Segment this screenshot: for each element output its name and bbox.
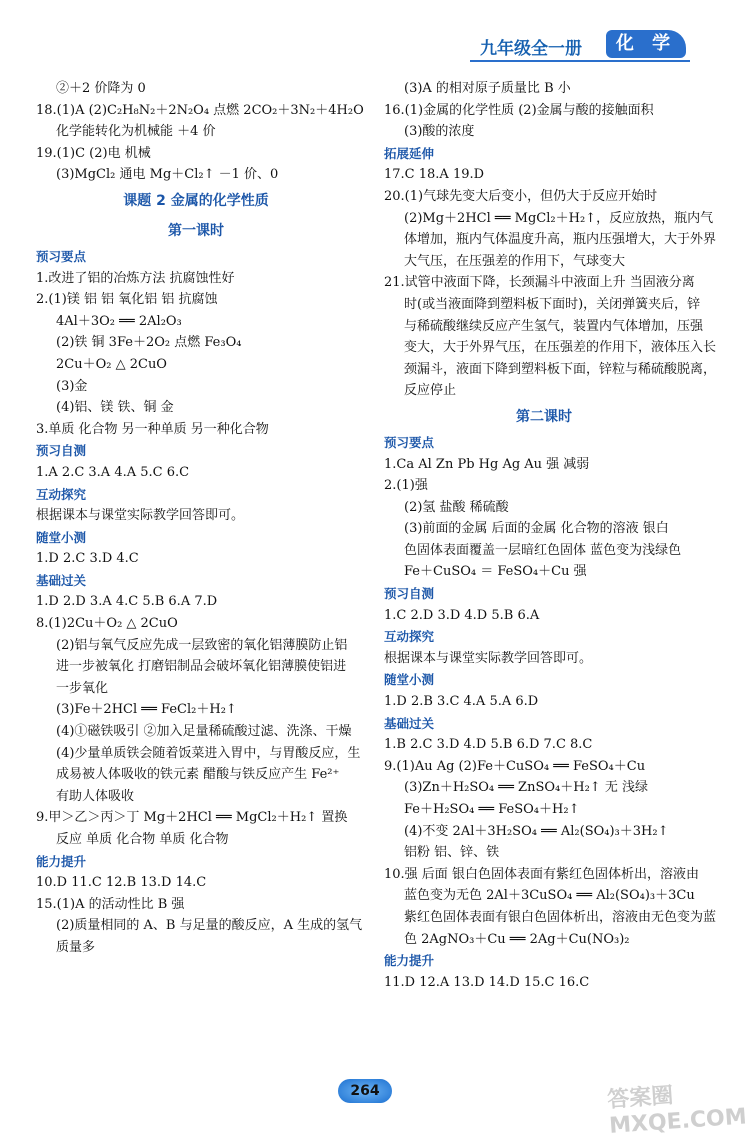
answer-line: 一步氧化 [56,680,109,696]
lesson-title: 第二课时 [516,408,572,425]
section-heading: 预习要点 [384,434,435,450]
answer-line: (3)前面的金属 后面的金属 化合物的溶液 银白 [404,521,669,537]
answer-line: 体增加，瓶内气体温度升高，瓶内压强增大，大于外界 [404,232,717,248]
answer-line: (4)不变 2Al＋3H₂SO₄ ══ Al₂(SO₄)₃＋3H₂↑ [404,823,669,839]
answer-line: 16.(1)金属的化学性质 (2)金属与酸的接触面积 [384,102,654,118]
answer-line: 蓝色变为无色 2Al＋3CuSO₄ ══ Al₂(SO₄)₃＋3Cu [404,888,695,904]
section-heading: 预习自测 [384,586,435,602]
answer-line: 2Cu＋O₂ △ 2CuO [56,356,167,372]
subject-badge: 化 学 [606,30,686,58]
answer-line: (2)铁 铜 3Fe＋2O₂ 点燃 Fe₃O₄ [56,335,242,351]
lesson-title: 第一课时 [168,222,224,239]
answer-line: 21.试管中液面下降，长颈漏斗中液面上升 当固液分离 [384,275,695,291]
answer-line: 质量多 [56,939,96,955]
answer-line: 铝粉 铝、锌、铁 [404,845,500,861]
answer-line: 10.强 后面 银白色固体表面有紫红色固体析出，溶液由 [384,866,699,882]
answer-line: Fe＋CuSO₄ ＝ FeSO₄＋Cu 强 [404,564,587,580]
header-divider [470,60,690,62]
answer-line: 10.D 11.C 12.B 13.D 14.C [36,875,207,891]
answer-line: 17.C 18.A 19.D [384,167,485,183]
answer-line: 1.改进了铝的冶炼方法 抗腐蚀性好 [36,270,235,286]
section-heading: 随堂小测 [384,672,435,688]
answer-line: (4)少量单质铁会随着饭菜进入胃中，与胃酸反应，生 [56,745,361,761]
section-heading: 互动探究 [384,629,435,645]
answer-line: 变大，大于外界气压，在压强差的作用下，液体压入长 [404,340,717,356]
answer-line: 2.(1)镁 铝 铝 氧化铝 铝 抗腐蚀 [36,292,218,308]
page-number: 264 [338,1079,392,1103]
right-column [384,78,717,993]
section-heading: 预习要点 [36,248,87,264]
section-heading: 能力提升 [384,953,435,969]
answer-line: 4Al＋3O₂ ══ 2Al₂O₃ [56,313,182,329]
answer-line: (3)酸的浓度 [404,124,475,140]
answer-line: (2)铝与氧气反应先成一层致密的氧化铝薄膜防止铝 [56,637,348,653]
section-heading: 互动探究 [36,486,87,502]
section-heading: 基础过关 [384,715,435,731]
answer-line: 时(或当液面降到塑料板下面时)，关闭弹簧夹后，锌 [404,296,701,312]
answer-line: 1.B 2.C 3.D 4.D 5.B 6.D 7.C 8.C [384,737,593,753]
answer-line: (3)Zn＋H₂SO₄ ══ ZnSO₄＋H₂↑ 无 浅绿 [404,780,648,796]
answer-line: 有助人体吸收 [56,788,135,804]
answer-line: 18.(1)A (2)C₂H₈N₂＋2N₂O₄ 点燃 2CO₂＋3N₂＋4H₂O [36,102,364,118]
answer-line: (2)Mg＋2HCl ══ MgCl₂＋H₂↑，反应放热，瓶内气 [404,210,714,226]
answer-line: 根据课本与课堂实际教学回答即可。 [384,650,593,666]
answer-line: (2)氢 盐酸 稀硫酸 [404,499,509,515]
answer-line: 9.(1)Au Ag (2)Fe＋CuSO₄ ══ FeSO₄＋Cu [384,758,646,774]
answer-line: 1.D 2.C 3.D 4.C [36,551,139,567]
answer-line: 19.(1)C (2)电 机械 [36,145,151,161]
answer-line: 反应 单质 化合物 单质 化合物 [56,832,229,847]
answer-line: 1.D 2.D 3.A 4.C 5.B 6.A 7.D [36,594,218,610]
answer-line: 1.A 2.C 3.A 4.A 5.C 6.C [36,464,190,480]
answer-line: (4)①磁铁吸引 ②加入足量稀硫酸过滤、洗涤、干燥 [56,724,352,740]
answer-line: (2)质量相同的 A、B 与足量的酸反应，A 生成的氢气 [56,918,363,934]
answer-line: 化学能转化为机械能 ＋4 价 [56,124,216,140]
answer-line: (3)Fe＋2HCl ══ FeCl₂＋H₂↑ [56,702,237,718]
answer-line: 3.单质 化合物 另一种单质 另一种化合物 [36,421,269,437]
section-heading: 预习自测 [36,443,87,459]
answer-line: ②＋2 价降为 0 [56,81,146,96]
answer-line: (3)金 [56,378,88,394]
answer-line: 1.C 2.D 3.D 4.D 5.B 6.A [384,607,540,623]
answer-line: 1.D 2.B 3.C 4.A 5.A 6.D [384,694,539,710]
answer-line: 与稀硫酸继续反应产生氢气，装置内气体增加，压强 [404,318,704,334]
answer-line: 大气压，在压强差的作用下，气球变大 [404,253,626,269]
answer-line: 色 2AgNO₃＋Cu ══ 2Ag＋Cu(NO₃)₂ [404,931,630,947]
answer-line: 反应停止 [404,383,457,399]
watermark: 答案圈 MXQE.COM [606,1083,748,1139]
answer-line: (3)A 的相对原子质量比 B 小 [404,81,571,96]
answer-line: 1.Ca Al Zn Pb Hg Ag Au 强 减弱 [384,456,590,472]
answer-line: 根据课本与课堂实际教学回答即可。 [36,508,245,524]
answer-line: 颈漏斗，液面下降到塑料板下面，锌粒与稀硫酸脱离， [404,361,717,377]
answer-line: 15.(1)A 的活动性比 B 强 [36,896,185,912]
book-grade-label: 九年级全一册 [480,39,582,59]
section-heading: 随堂小测 [36,529,87,545]
answer-line: 成易被人体吸收的铁元素 醋酸与铁反应产生 Fe²⁺ [56,767,340,783]
section-heading: 能力提升 [36,853,87,869]
answer-line: 8.(1)2Cu＋O₂ △ 2CuO [36,616,178,632]
answer-line: Fe＋H₂SO₄ ══ FeSO₄＋H₂↑ [404,802,580,817]
answer-line: (4)铝、镁 铁、铜 金 [56,400,174,416]
answer-line: (3)MgCl₂ 通电 Mg＋Cl₂↑ －1 价、0 [56,167,279,183]
section-heading: 拓展延伸 [384,145,435,161]
answer-line: 色固体表面覆盖一层暗红色固体 蓝色变为浅绿色 [404,542,682,558]
left-column [36,78,364,959]
answer-line: 进一步被氧化 打磨铝制品会破坏氧化铝薄膜使铝进 [56,659,347,675]
section-heading: 基础过关 [36,572,87,588]
answer-line: 2.(1)强 [384,478,428,494]
answer-line: 9.甲＞乙＞丙＞丁 Mg＋2HCl ══ MgCl₂＋H₂↑ 置换 [36,810,348,826]
answer-line: 11.D 12.A 13.D 14.D 15.C 16.C [384,974,590,990]
answer-line: 20.(1)气球先变大后变小，但仍大于反应开始时 [384,188,658,204]
lesson-title: 课题 2 金属的化学性质 [123,192,269,209]
answer-line: 紫红色固体表面有银白色固体析出，溶液由无色变为蓝 [404,909,717,925]
